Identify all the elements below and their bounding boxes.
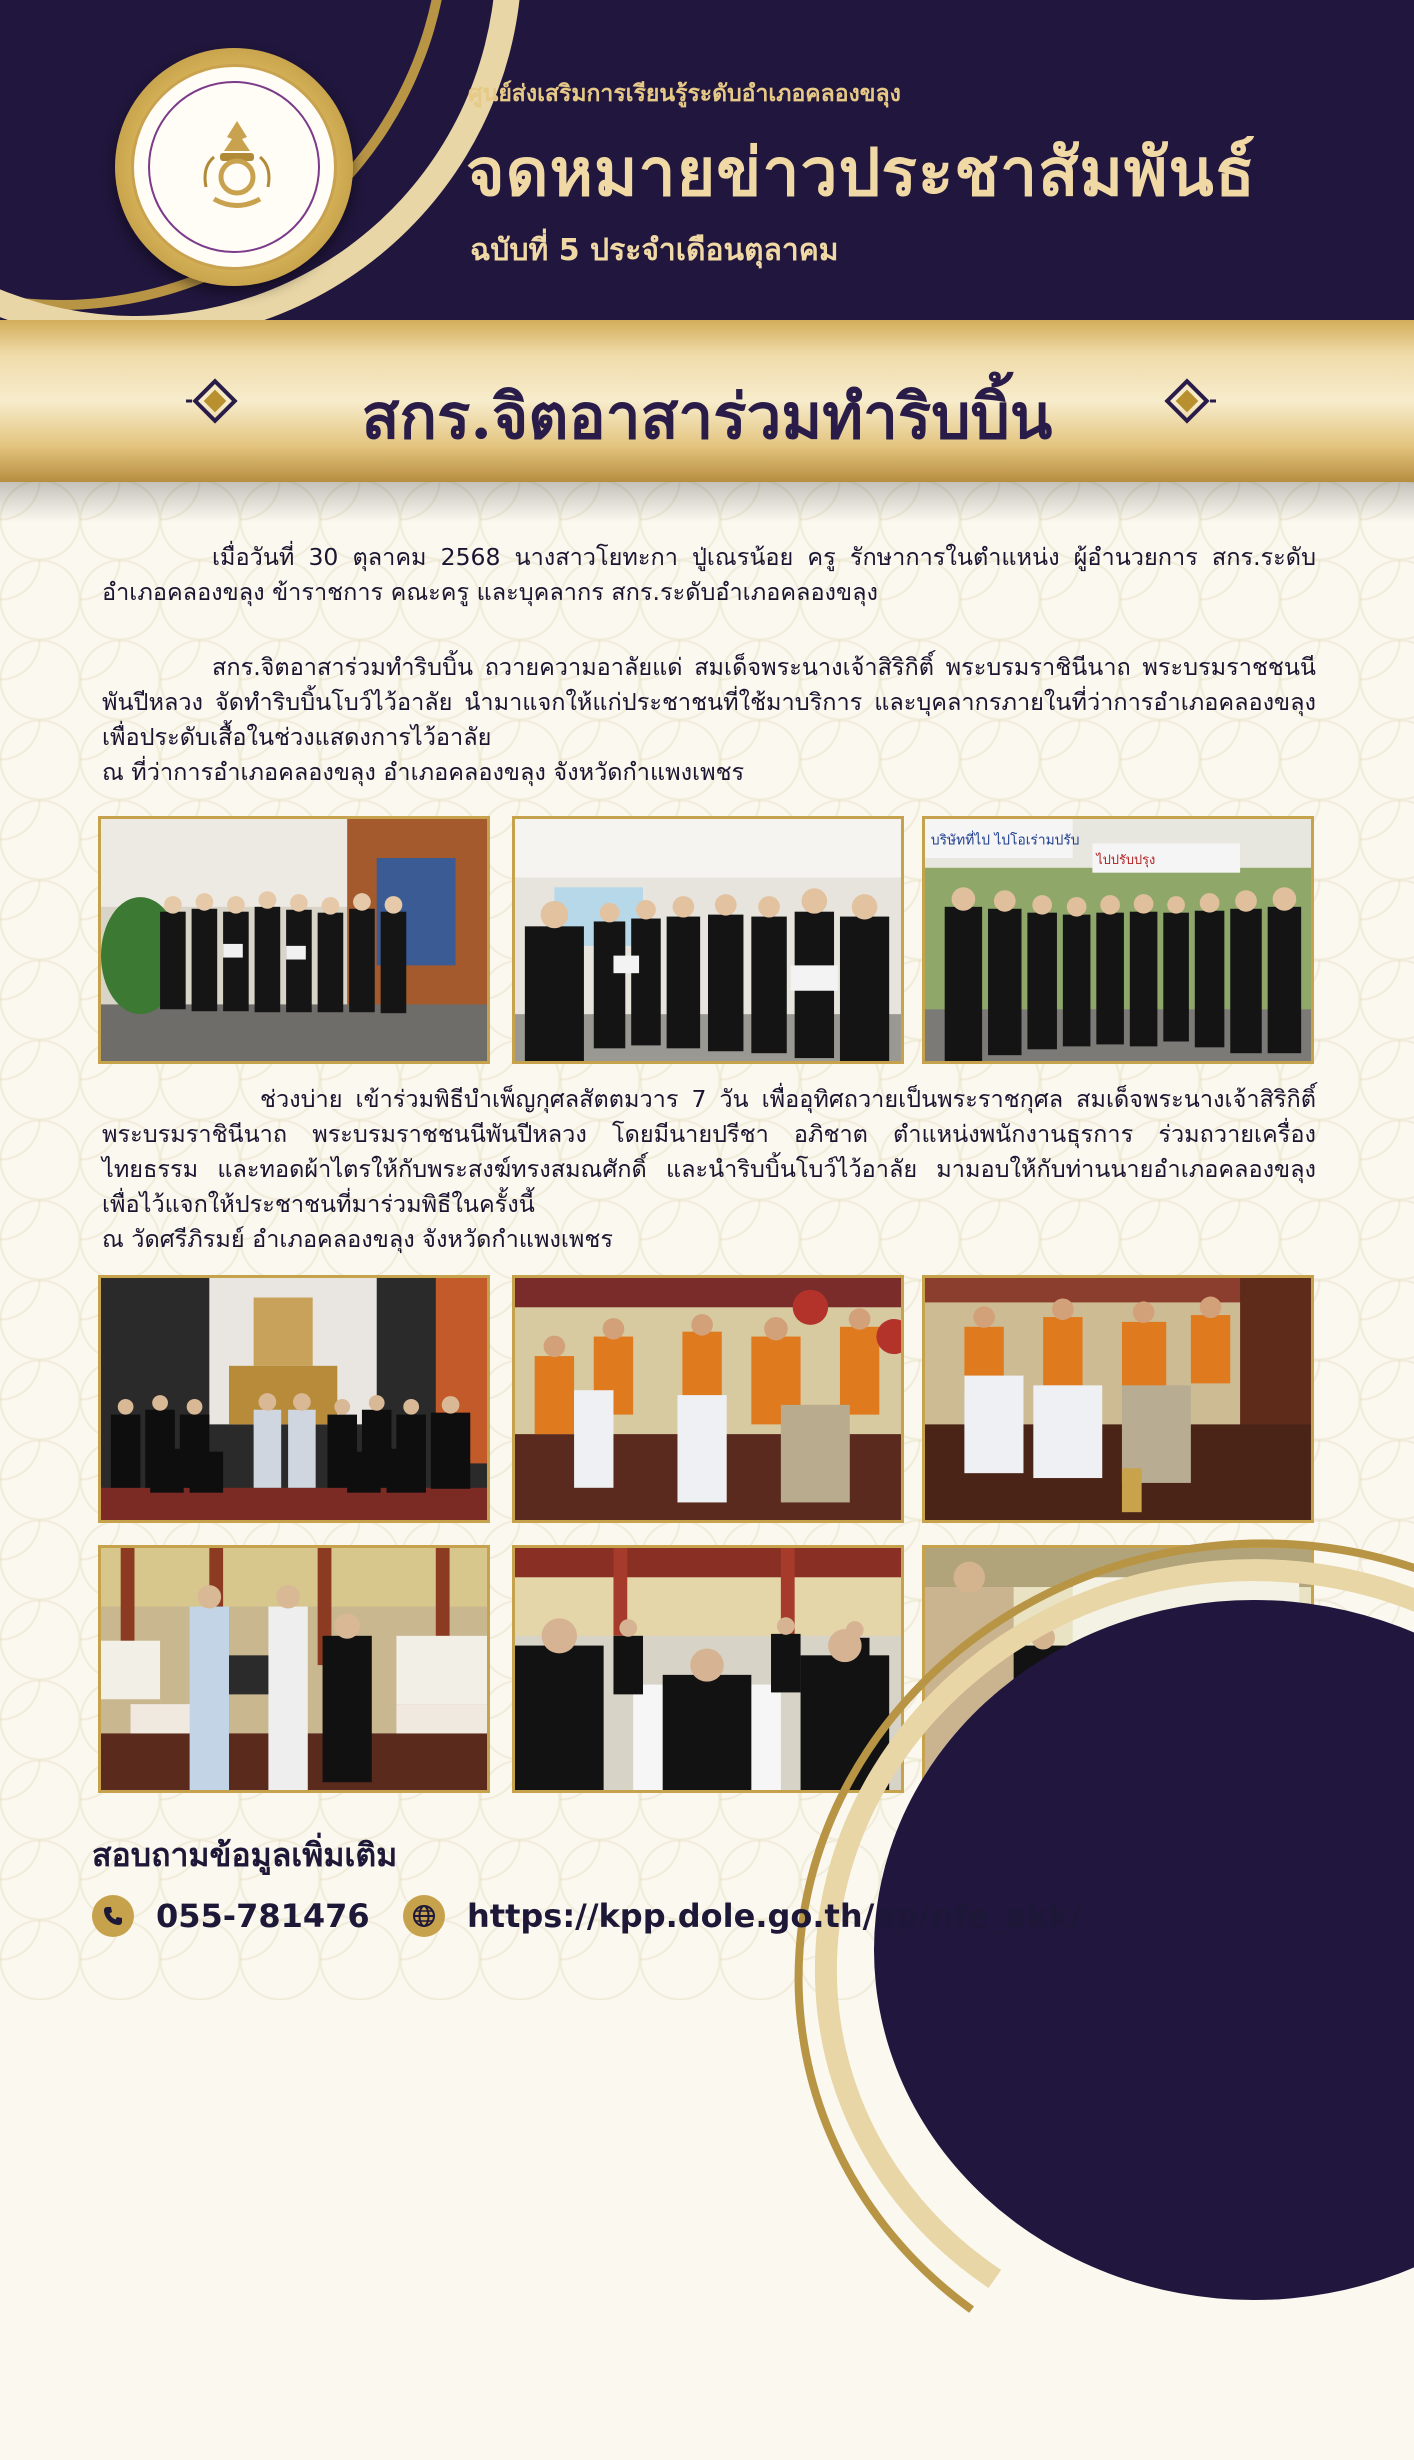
- photo-ceremony-5: [512, 1545, 904, 1793]
- contact-phone: [92, 1895, 370, 1937]
- newsletter-title: จดหมายข่าวประชาสัมพันธ์: [466, 133, 1256, 211]
- photo-group-ribbon-1: [98, 816, 490, 1064]
- newsletter-header: [0, 0, 1414, 320]
- paragraph-ribbon: สกร.จิตอาสาร่วมทำริบบิ้น ถวายความอาลัยแด่ สมเด็จพระนางเจ้าสิริกิติ์ พระบรมราชินีนาถ พระบรมราชชนนีพันปีหลวง จัดทำริบบิ้นโบว์ไว้อาลัย นำมาแจกให้แก่ประชาชนที่ใช้มาบริการ และบุคลากรภายในที่ว่าการอำเภอคลองขลุง เพื่อประดับเสื้อในช่วงแสดงการไว้อาลัย ณ ที่ว่าการอำเภอคลองขลุง อำเภอคลองขลุง จังหวัดกำแพงเพชร: [102, 653, 1316, 786]
- website-link[interactable]: https://kpp.dole.go.th/ap/nfe_akk/: [467, 1897, 1081, 1935]
- phone-number[interactable]: 055-781476: [156, 1897, 370, 1935]
- phone-icon: [92, 1895, 134, 1937]
- headline-banner: [0, 320, 1414, 482]
- photo-ceremony-2: [512, 1275, 904, 1523]
- globe-icon: [403, 1895, 445, 1937]
- contact-website: [403, 1895, 1081, 1937]
- diamond-ornament-icon: [1158, 372, 1216, 430]
- photo-ceremony-1: [98, 1275, 490, 1523]
- photo-group-ribbon-3: [922, 816, 1314, 1064]
- banner-shadow: [0, 482, 1414, 522]
- headline: สกร.จิตอาสาร่วมทำริบบิ้น: [361, 380, 1053, 453]
- contact-heading: สอบถามข้อมูลเพิ่มเติม: [92, 1836, 398, 1874]
- organization-seal: [115, 48, 353, 286]
- issue-label: ฉบับที่ 5 ประจำเดือนตุลาคม: [470, 233, 839, 268]
- sign-text: ไปปรับปรุง: [1096, 852, 1156, 868]
- seal-emblem-icon: [192, 117, 282, 217]
- center-name: ศูนย์ส่งเสริมการเรียนรู้ระดับอำเภอคลองขลุง: [468, 81, 901, 107]
- paragraph-ceremony: ช่วงบ่าย เข้าร่วมพิธีบำเพ็ญกุศลสัตตมวาร 7 วัน เพื่ออุทิศถวายเป็นพระราชกุศล สมเด็จพระนางเจ้าสิริกิติ์ พระบรมราชินีนาถ พระบรมราชชนนีพันปีหลวง โดยมีนายปรีชา อภิชาต ตำแหน่งพนักงานธุรการ ร่วมถวายเครื่องไทยธรรม และทอดผ้าไตรให้กับพระสงฆ์ทรงสมณศักดิ์ และนำริบบิ้นโบว์ไว้อาลัย มามอบให้กับท่านนายอำเภอคลองขลุง เพื่อไว้แจกให้ประชาชนที่มาร่วมพิธีในครั้งนี้ ณ วัดศรีภิรมย์ อำเภอคลองขลุง จังหวัดกำแพงเพชร: [102, 1085, 1316, 1253]
- photo-ceremony-3: [922, 1275, 1314, 1523]
- photo-group-ribbon-2: [512, 816, 904, 1064]
- paragraph-intro: เมื่อวันที่ 30 ตุลาคม 2568 นางสาวโยทะกา ปู่เณรน้อย ครู รักษาการในตำแหน่ง ผู้อำนวยการ สกร.ระดับอำเภอคลองขลุง ข้าราชการ คณะครู และบุคลากร สกร.ระดับอำเภอคลองขลุง: [102, 543, 1316, 606]
- photo-ceremony-4: [98, 1545, 490, 1793]
- sign-text: บริษัทที่ไป ไปโอเร่ามปรับ: [930, 832, 1080, 849]
